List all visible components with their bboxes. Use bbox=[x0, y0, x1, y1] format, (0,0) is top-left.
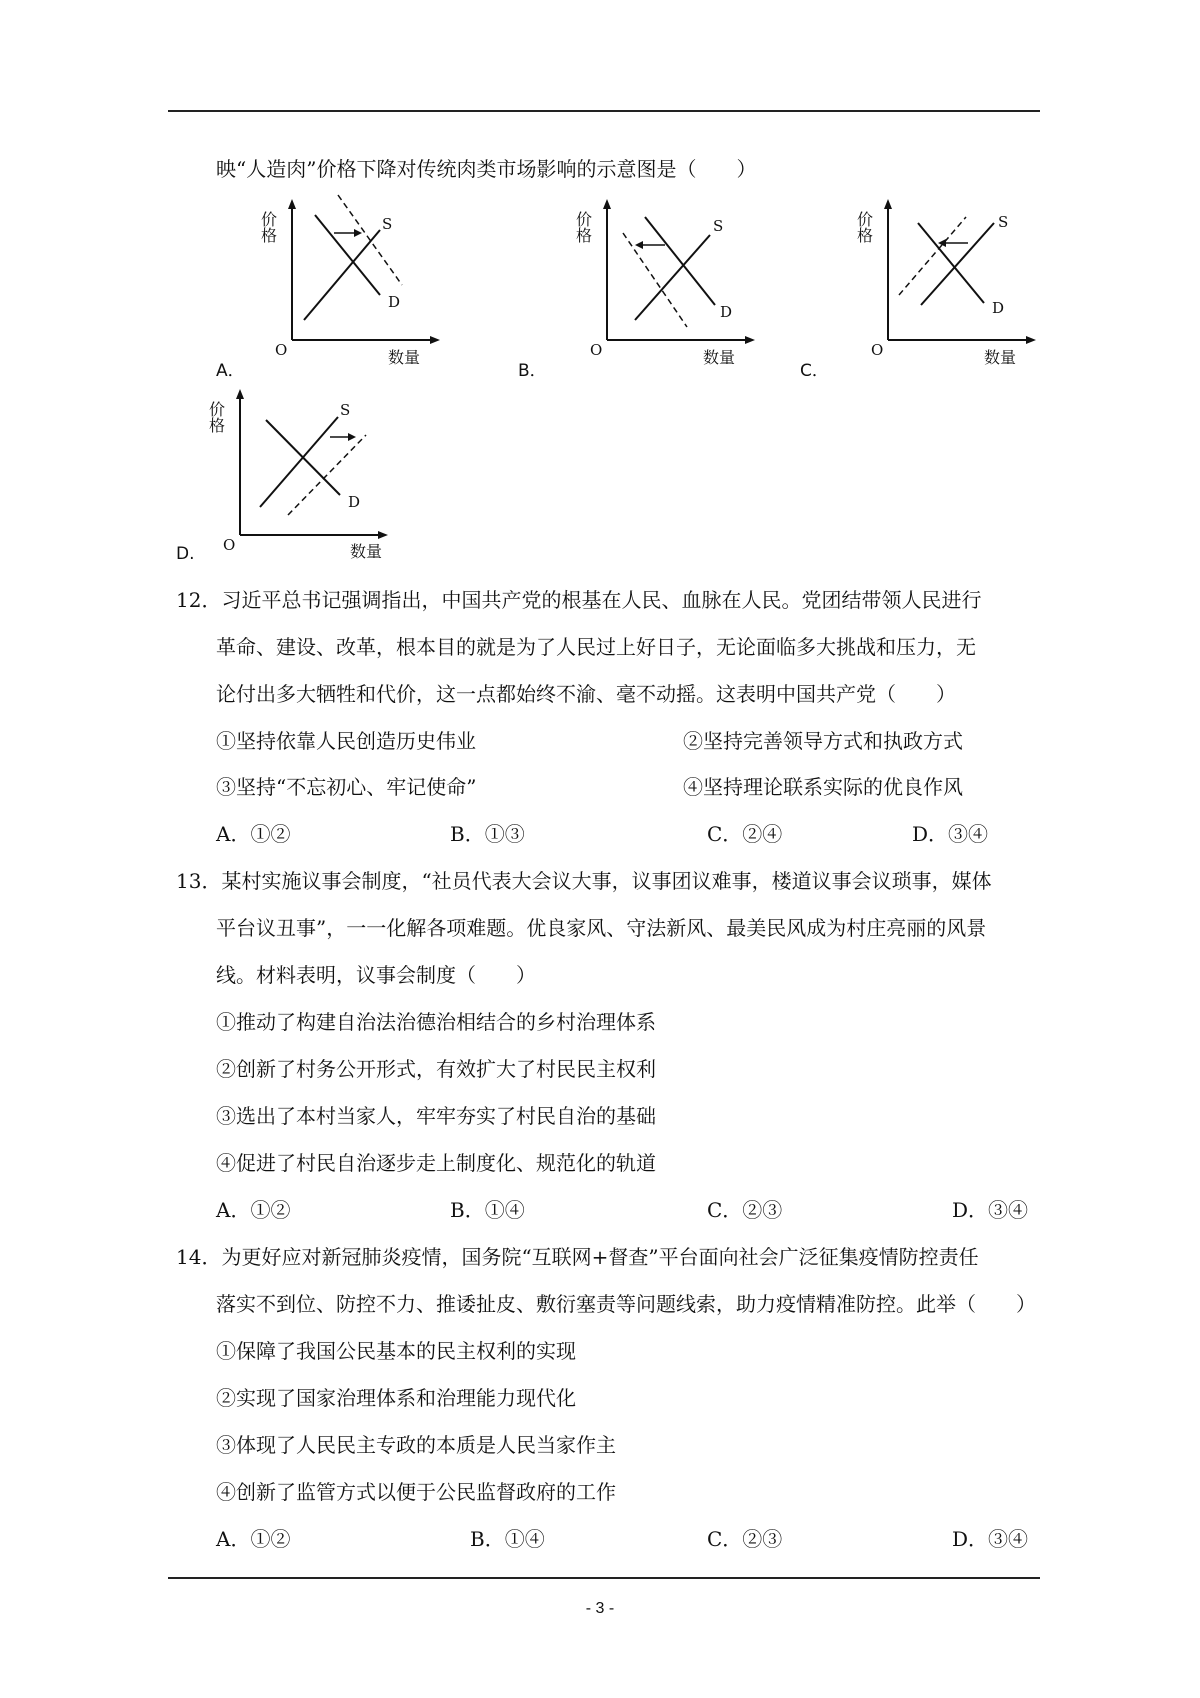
demand-line bbox=[266, 420, 340, 495]
shifted-demand-line bbox=[338, 195, 402, 285]
d-label: D bbox=[992, 299, 1005, 317]
demand-line bbox=[315, 215, 380, 295]
diagram-a-label: A． bbox=[216, 361, 245, 381]
origin-label: O bbox=[275, 341, 288, 359]
q12-line-2: 革命、建设、改革，根本目的就是为了人民过上好日子，无论面临多大挑战和压力，无 bbox=[216, 635, 976, 659]
q14-item-3: ③体现了人民民主专政的本质是人民当家作主 bbox=[216, 1433, 616, 1457]
header-rule bbox=[168, 110, 1040, 112]
q12-line-3: 论付出多大牺牲和代价，这一点都始终不渝、毫不动摇。这表明中国共产党（ ） bbox=[216, 682, 956, 706]
d-label: D bbox=[388, 293, 401, 311]
supply-line bbox=[921, 223, 994, 305]
supply-line bbox=[635, 235, 710, 320]
s-label: S bbox=[340, 401, 351, 419]
q12-choice-c[interactable]: C．②④ bbox=[707, 822, 783, 846]
q13-item-1: ①推动了构建自治法治德治相结合的乡村治理体系 bbox=[216, 1010, 656, 1034]
q12-item-4: ④坚持理论联系实际的优良作风 bbox=[683, 775, 963, 799]
q13-choice-d[interactable]: D．③④ bbox=[952, 1198, 1029, 1222]
shifted-demand-line bbox=[623, 233, 687, 327]
s-label: S bbox=[998, 213, 1009, 231]
x-axis-label: 数量 bbox=[350, 542, 383, 561]
s-label: S bbox=[382, 215, 393, 233]
origin-label: O bbox=[223, 536, 236, 554]
y-axis-label: 价格 bbox=[206, 401, 226, 433]
q13-line-1: 13．某村实施议事会制度，“社员代表大会议大事，议事团议难事，楼道议事会议琐事，媒体 bbox=[176, 869, 992, 893]
q14-choice-c[interactable]: C．②③ bbox=[707, 1527, 783, 1551]
origin-label: O bbox=[590, 341, 603, 359]
demand-line bbox=[645, 217, 715, 305]
q14-item-1: ①保障了我国公民基本的民主权利的实现 bbox=[216, 1339, 576, 1363]
q11-stem-tail: 映“人造肉”价格下降对传统肉类市场影响的示意图是（ ） bbox=[216, 157, 757, 181]
diagram-a bbox=[258, 195, 440, 370]
shifted-supply-line bbox=[899, 217, 966, 295]
q12-choice-d[interactable]: D．③④ bbox=[912, 822, 989, 846]
q14-line-1: 14．为更好应对新冠肺炎疫情，国务院“互联网+督查”平台面向社会广泛征集疫情防控责任 bbox=[176, 1245, 979, 1269]
q12-item-1: ①坚持依靠人民创造历史伟业 bbox=[216, 729, 476, 753]
q13-item-4: ④促进了村民自治逐步走上制度化、规范化的轨道 bbox=[216, 1151, 656, 1175]
q13-line-3: 线。材料表明，议事会制度（ ） bbox=[216, 963, 536, 987]
demand-line bbox=[918, 223, 984, 303]
q14-choice-a[interactable]: A．①② bbox=[216, 1527, 291, 1551]
q13-item-2: ②创新了村务公开形式，有效扩大了村民民主权利 bbox=[216, 1057, 656, 1081]
q13-item-3: ③选出了本村当家人，牢牢夯实了村民自治的基础 bbox=[216, 1104, 656, 1128]
q12-item-2: ②坚持完善领导方式和执政方式 bbox=[683, 729, 963, 753]
y-axis-label: 价格 bbox=[258, 211, 278, 243]
q12-choice-a[interactable]: A．①② bbox=[216, 822, 291, 846]
d-label: D bbox=[720, 303, 733, 321]
supply-line bbox=[260, 417, 338, 507]
q13-choice-a[interactable]: A．①② bbox=[216, 1198, 291, 1222]
q12-line-1: 12．习近平总书记强调指出，中国共产党的根基在人民、血脉在人民。党团结带领人民进行 bbox=[176, 588, 982, 612]
diagram-d-label: D. bbox=[176, 544, 195, 564]
page-number: - 3 - bbox=[585, 1600, 615, 1617]
origin-label: O bbox=[871, 341, 884, 359]
q14-choice-b[interactable]: B．①④ bbox=[470, 1527, 545, 1551]
x-axis-label: 数量 bbox=[984, 348, 1017, 367]
diagram-d bbox=[206, 385, 388, 561]
diagram-c bbox=[854, 195, 1036, 370]
q14-item-4: ④创新了监管方式以便于公民监督政府的工作 bbox=[216, 1480, 616, 1504]
diagram-c-label: C． bbox=[800, 361, 829, 381]
y-axis-label: 价格 bbox=[854, 211, 874, 243]
supply-line bbox=[304, 230, 380, 320]
q13-choice-c[interactable]: C．②③ bbox=[707, 1198, 783, 1222]
q14-line-2: 落实不到位、防控不力、推诿扯皮、敷衍塞责等问题线索，助力疫情精准防控。此举（ ） bbox=[216, 1292, 1036, 1316]
q12-choice-b[interactable]: B．①③ bbox=[450, 822, 525, 846]
y-axis-label: 价格 bbox=[573, 211, 593, 243]
diagram-b bbox=[573, 195, 755, 370]
s-label: S bbox=[713, 217, 724, 235]
diagram-b-label: B． bbox=[518, 361, 547, 381]
q14-item-2: ②实现了国家治理体系和治理能力现代化 bbox=[216, 1386, 576, 1410]
x-axis-label: 数量 bbox=[703, 348, 736, 367]
d-label: D bbox=[348, 493, 361, 511]
q14-choice-d[interactable]: D．③④ bbox=[952, 1527, 1029, 1551]
q13-line-2: 平台议丑事”，一一化解各项难题。优良家风、守法新风、最美民风成为村庄亮丽的风景 bbox=[216, 916, 987, 940]
footer-rule bbox=[168, 1577, 1040, 1579]
q13-choice-b[interactable]: B．①④ bbox=[450, 1198, 525, 1222]
q12-item-3: ③坚持“不忘初心、牢记使命” bbox=[216, 775, 477, 799]
x-axis-label: 数量 bbox=[388, 348, 421, 367]
